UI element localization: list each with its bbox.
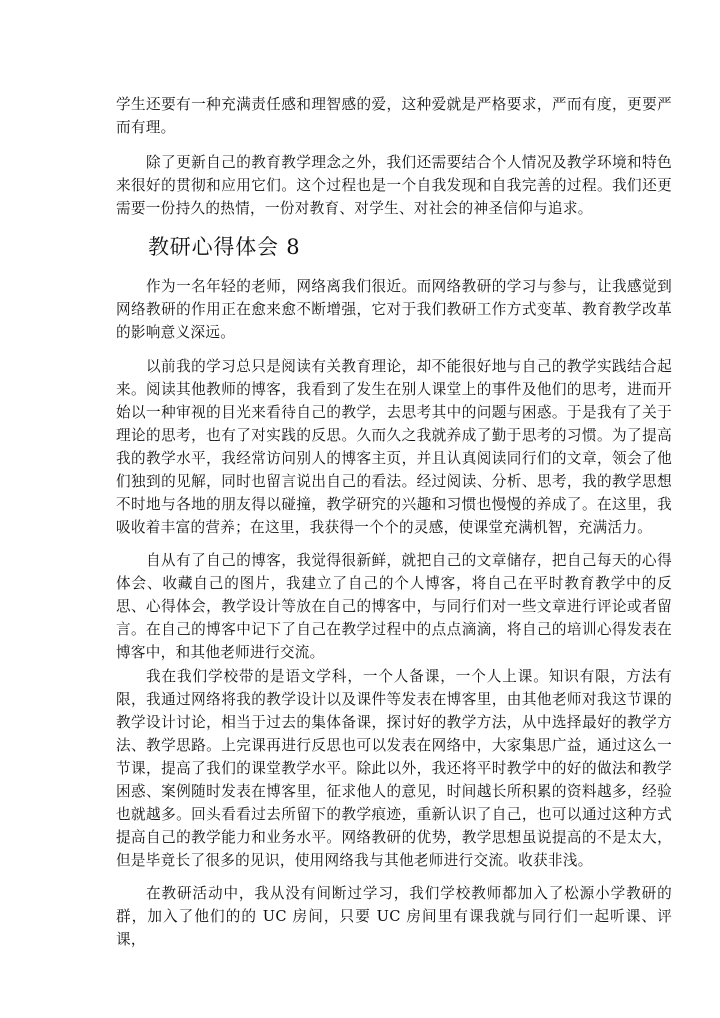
paragraph-learning-reflection: 以前我的学习总只是阅读有关教育理论，却不能很好地与自己的教学实践结合起来。阅读其他教师的博客，我看到了发生在别人课堂上的事件及他们的思考，进而开始以一种审视的目光来看待自己的教学，去思考其中的问题与困惑。于是我有了关于理论的思考，也有了对实践的反思。久而久之我就养成了勤于思考的习惯。为了提高我的教学水平，我经常访问别人的博客主页，并且认真阅读同行们的文章，领会了他们独到的见解，同时也留言说出自己的看法。经过阅读、分析、思考，我的教学思想不时地与各地的朋友得以碰撞，教学研究的兴趣和习惯也慢慢的养成了。在这里，我吸收着丰富的营养；在这里，我获得一个个的灵感，使课堂充满机智，充满活力。 (116, 358, 672, 536)
paragraph-chinese-subject: 我在我们学校带的是语文学科，一个人备课，一个人上课。知识有限，方法有限，我通过网络将我的教学设计以及课件等发表在博客里，由其他老师对我这节课的教学设计讨论，相当于过去的集体备课，探讨好的教学方法，从中选择最好的教学方法、教学思路。上完课再进行反思也可以发表在网络中，大家集思广益，通过这么一节课，提高了我们的课堂教学水平。除此以外，我还将平时教学中的好的做法和教学困惑、案例随时发表在博客里，征求他人的意见，时间越长所积累的资料越多，经验也就越多。回头看看过去所留下的教学痕迹，重新认识了自己，也可以通过这种方式提高自己的教学能力和业务水平。网络教研的优势，教学思想虽说提高的不是太大，但是毕竟长了很多的见识，使用网络我与其他老师进行交流。收获非浅。 (116, 668, 672, 869)
paragraph-update-philosophy: 除了更新自己的教育教学理念之外，我们还需要结合个人情况及教学环境和特色来很好的贯彻和应用它们。这个过程也是一个自我发现和自我完善的过程。我们还更需要一份持久的热情，一份对教育、对学生、对社会的神圣信仰与追求。 (116, 154, 672, 217)
paragraph-own-blog: 自从有了自己的博客，我觉得很新鲜，就把自己的文章储存，把自己每天的心得体会、收藏自己的图片，我建立了自己的个人博客，将自己在平时教育教学中的反思、心得体会，教学设计等放在自己的博客中，与同行们对一些文章进行评论或者留言。在自己的博客中记下了自己在教学过程中的点点滴滴，将自己的培训心得发表在博客中，和其他老师进行交流。 (116, 552, 672, 661)
section-title: 教研心得体会 8 (148, 235, 301, 259)
paragraph-intro: 作为一名年轻的老师，网络离我们很近。而网络教研的学习与参与，让我感觉到网络教研的作用正在愈来愈不断增强，它对于我们教研工作方式变革、教育教学改革的影响意义深远。 (116, 278, 672, 341)
paragraph-research-activity: 在教研活动中，我从没有间断过学习，我们学校教师都加入了松源小学教研的群，加入了他们的的 UC 房间，只要 UC 房间里有课我就与同行们一起听课、评课， (116, 885, 672, 948)
paragraph-continued: 学生还要有一种充满责任感和理智感的爱，这种爱就是严格要求，严而有度，更要严而有理。 (116, 96, 672, 136)
